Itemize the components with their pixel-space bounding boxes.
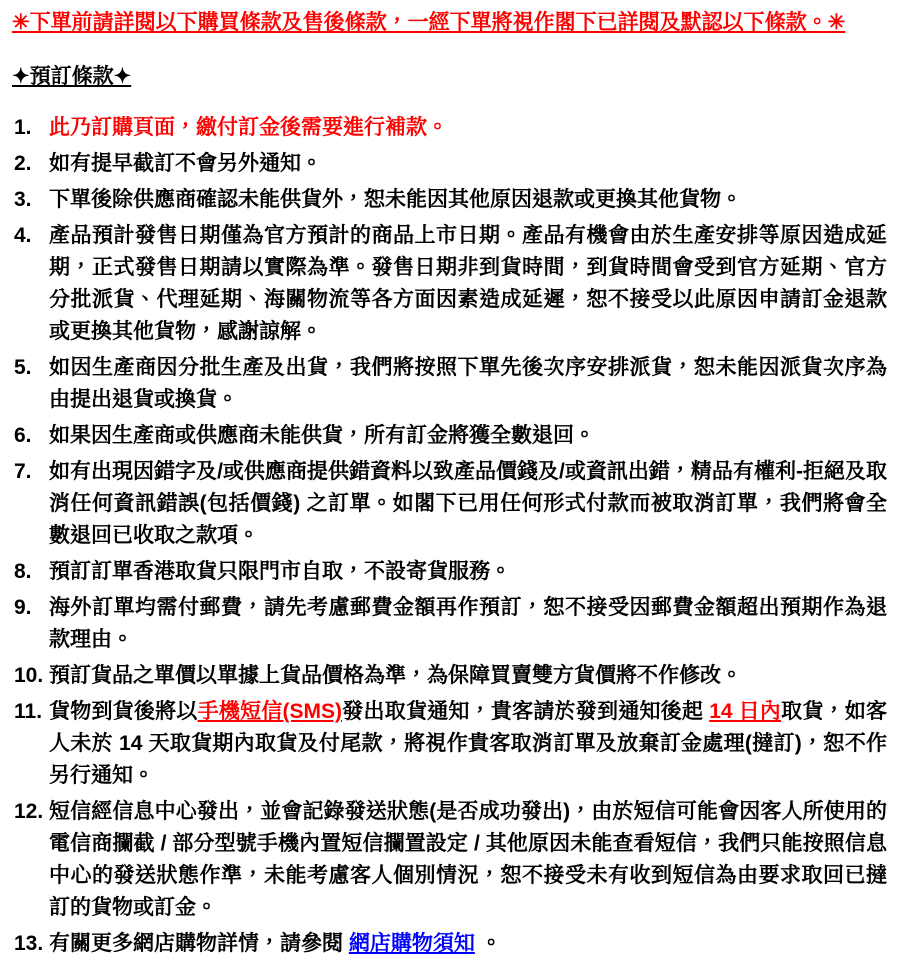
term-text: 短信經信息中心發出，並會記錄發送狀態(是否成功發出)，由於短信可能會因客人所使用的電信商攔截 / 部分型號手機內置短信攔置設定 / 其他原因未能查看短信，我們只能按照信息中心的發送狀態作準，未能考慮客人個別情況，恕不接受未有收到短信為由要求取回已撻訂的貨物或訂金。: [49, 800, 887, 919]
term-number: 11.: [14, 700, 43, 723]
term-number: 12.: [14, 800, 44, 823]
purchase-terms-notice-title: ✳下單前請詳閱以下購買條款及售後條款，一經下單將視作閣下已詳閱及默認以下條款。✳: [12, 11, 846, 34]
term-number: 3.: [14, 188, 32, 211]
term-number: 10.: [14, 664, 44, 687]
term-text: 14 日內: [709, 700, 782, 723]
term-item: [12, 420, 887, 452]
term-item: [12, 112, 887, 144]
term-text: 海外訂單均需付郵費，請先考慮郵費金額再作預訂，恕不接受因郵費金額超出預期作為退款理由。: [49, 596, 887, 651]
term-item: [12, 928, 887, 960]
term-number: 13.: [14, 932, 44, 955]
term-item: [12, 796, 887, 924]
term-text: 下單後除供應商確認未能供貨外，恕未能因其他原因退款或更換其他貨物。: [49, 188, 742, 211]
term-text: 如有提早截訂不會另外通知。: [49, 152, 322, 175]
term-item: [12, 592, 887, 656]
term-item: [12, 220, 887, 348]
term-text: 產品預計發售日期僅為官方預計的商品上市日期。產品有機會由於生產安排等原因造成延期，正式發售日期請以實際為準。發售日期非到貨時間，到貨時間會受到官方延期、官方分批派貨、代理延期、海關物流等各方面因素造成延遲，恕不接受以此原因申請訂金退款或更換其他貨物，感謝諒解。: [49, 224, 887, 343]
term-text: 如有出現因錯字及/或供應商提供錯資料以致產品價錢及/或資訊出錯，精品有權利-拒絕及取消任何資訊錯誤(包括價錢) 之訂單。如閣下已用任何形式付款而被取消訂單，我們將會全數退回已收取之款項。: [49, 460, 887, 547]
term-text: 此乃訂購頁面，繳付訂金後需要進行補款。: [49, 116, 448, 139]
term-text: 發出取貨通知，貴客請於發到通知後起: [342, 700, 710, 723]
term-number: 9.: [14, 596, 32, 619]
term-text: 。: [474, 932, 502, 955]
term-number: 2.: [14, 152, 32, 175]
term-item: [12, 352, 887, 416]
term-number: 4.: [14, 224, 32, 247]
term-number: 6.: [14, 424, 32, 447]
term-text: 如果因生產商或供應商未能供貨，所有訂金將獲全數退回。: [49, 424, 595, 447]
term-text: 手機短信(SMS): [197, 700, 343, 723]
terms-list: [12, 112, 887, 960]
preorder-terms-section-heading: ✦預訂條款✦: [12, 65, 132, 88]
term-number: 7.: [14, 460, 32, 483]
term-text: 取貨，如客人未於 14 天取貨期內取貨及付尾款，將視作貴客取消訂單及放棄訂金處理(撻訂)，恕不作另行通知。: [49, 700, 888, 787]
term-item: [12, 184, 887, 216]
term-item: [12, 696, 887, 792]
term-text: 預訂訂單香港取貨只限門市自取，不設寄貨服務。: [49, 560, 511, 583]
term-number: 5.: [14, 356, 32, 379]
term-text: 有關更多網店購物詳情，請參閱: [49, 932, 349, 955]
term-text: 預訂貨品之單價以單據上貨品價格為準，為保障買賣雙方貨價將不作修改。: [49, 664, 742, 687]
term-item: [12, 456, 887, 552]
term-item: [12, 556, 887, 588]
term-number: 8.: [14, 560, 32, 583]
term-text: 貨物到貨後將以: [49, 700, 198, 723]
term-number: 1.: [14, 116, 32, 139]
term-item: [12, 148, 887, 180]
term-item: [12, 660, 887, 692]
term-text: 如因生產商因分批生產及出貨，我們將按照下單先後次序安排派貨，恕未能因派貨次序為由提出退貨或換貨。: [49, 356, 887, 411]
store-shopping-guide-link[interactable]: 網店購物須知: [348, 932, 475, 955]
